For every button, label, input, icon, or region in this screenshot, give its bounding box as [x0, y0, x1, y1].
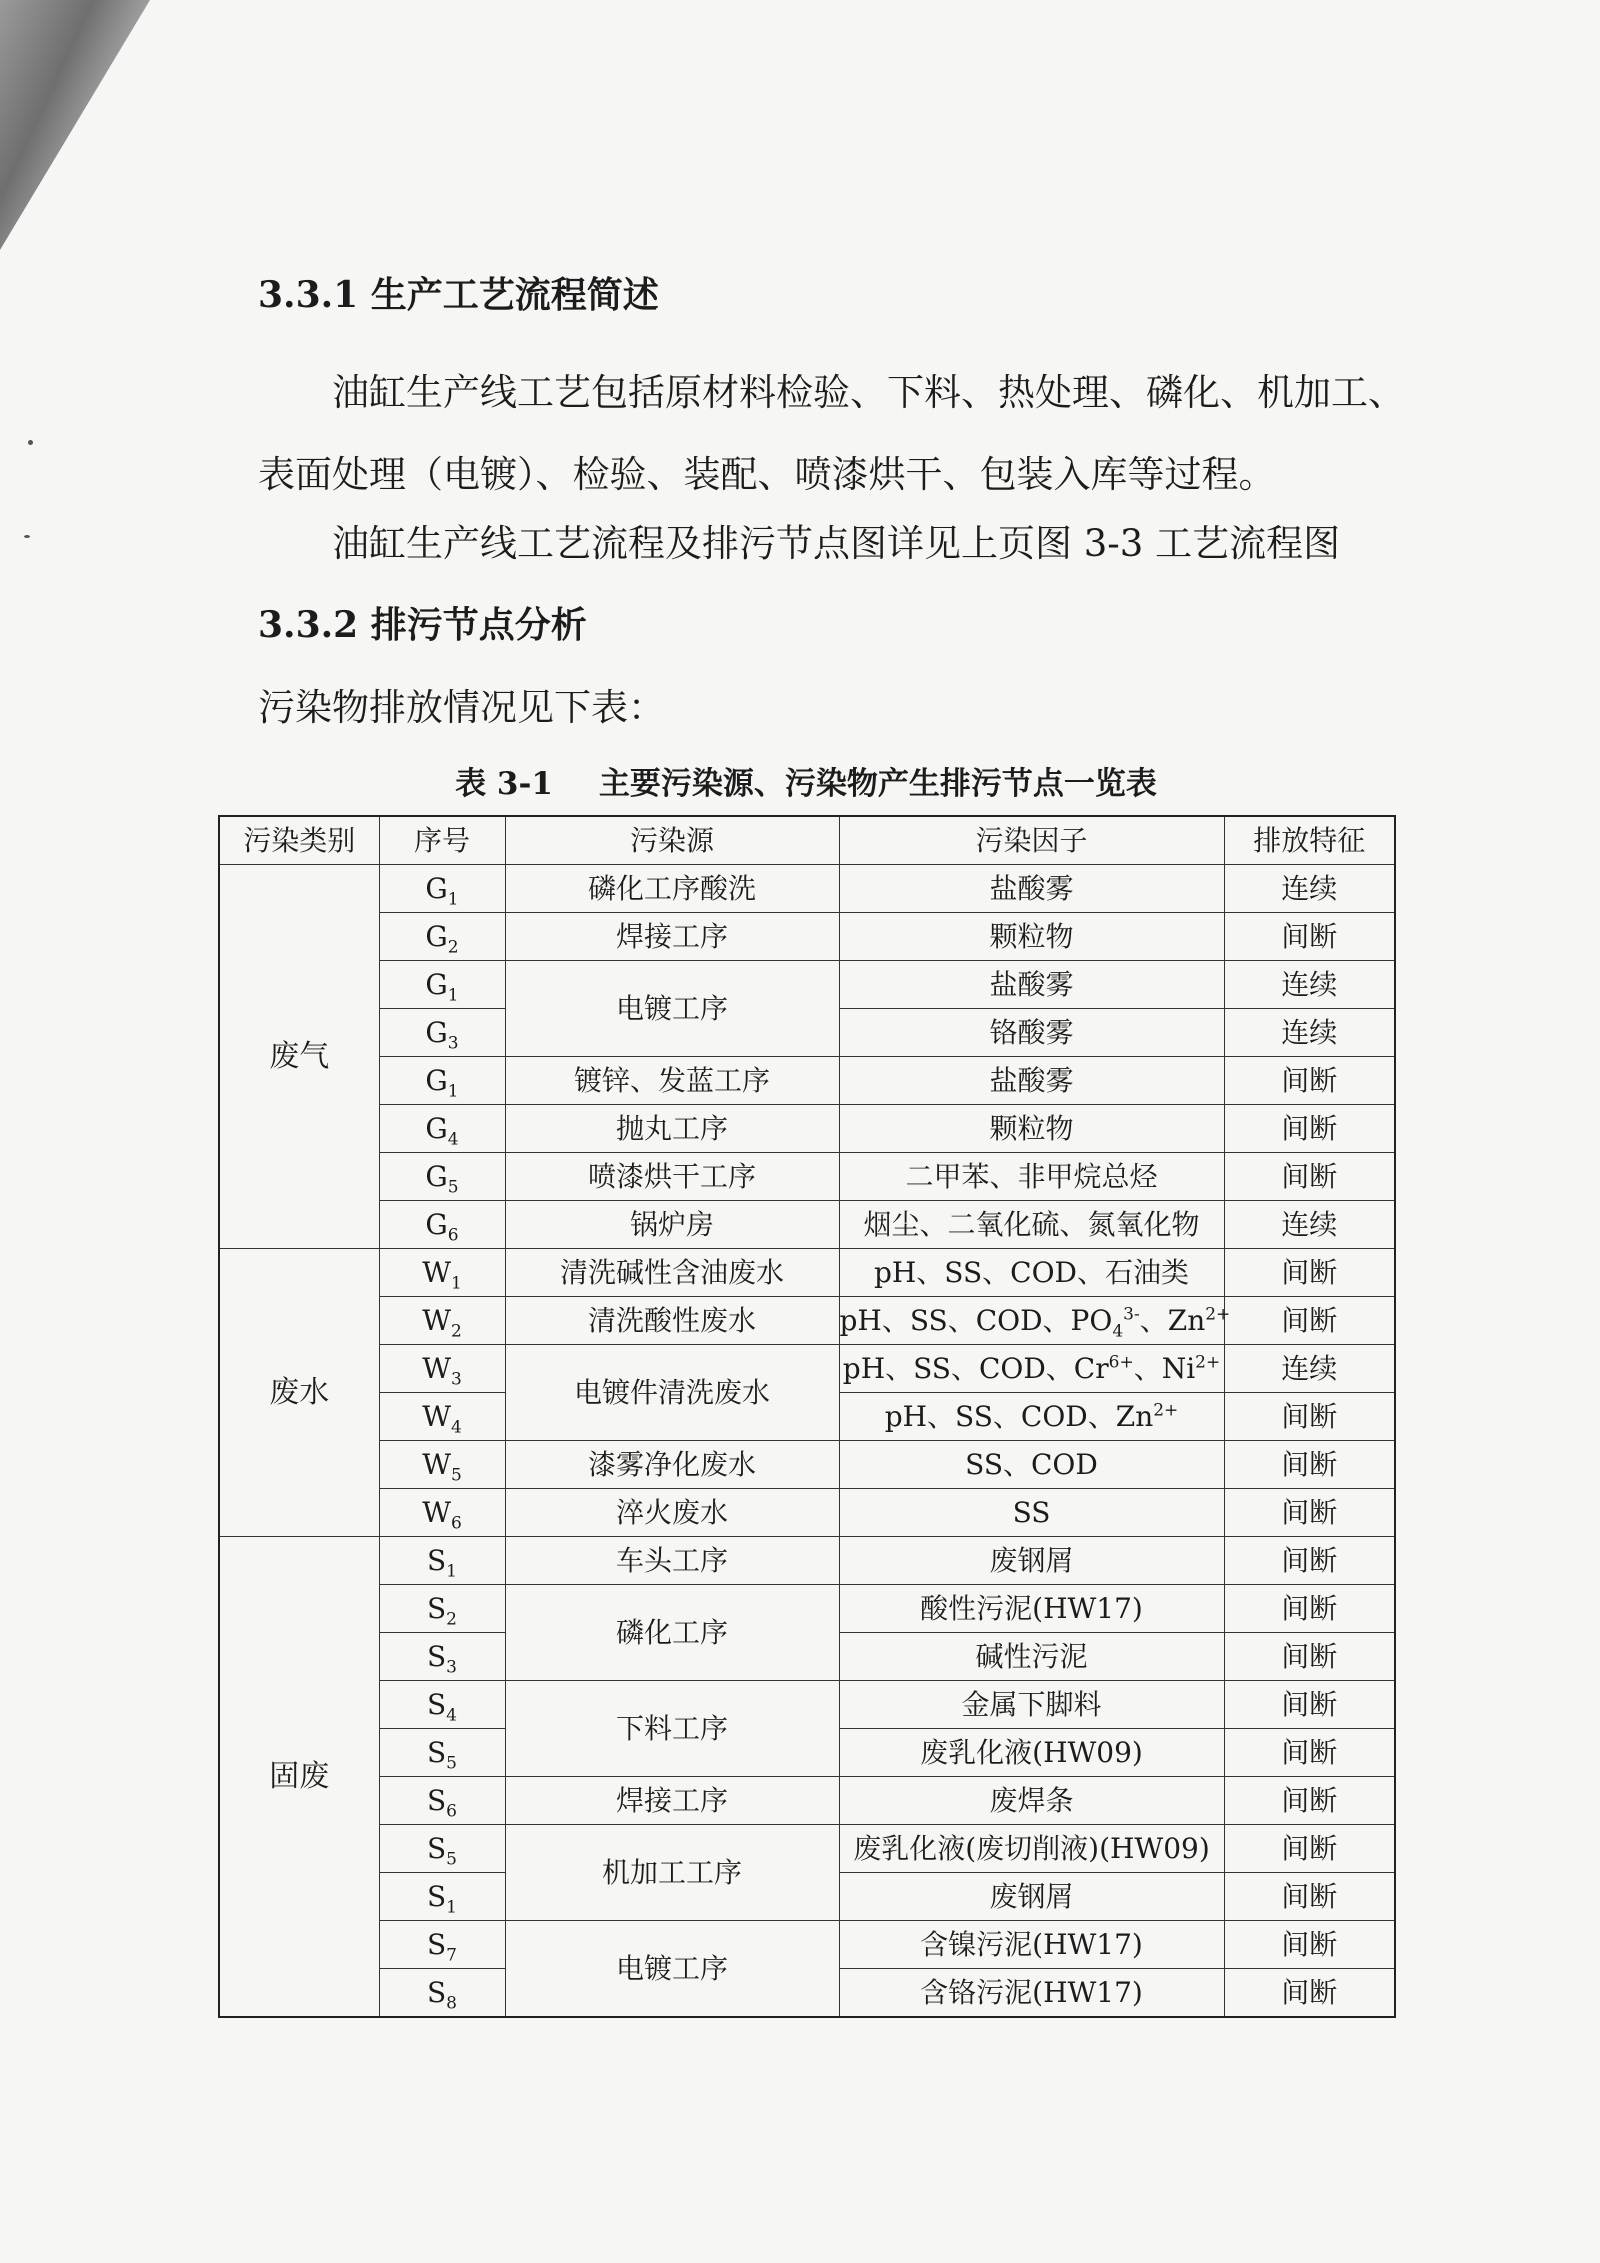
source-cell: 锅炉房 — [505, 1201, 839, 1249]
seq-cell: $S_8$ — [379, 1969, 505, 2018]
seq-cell: $S_7$ — [379, 1921, 505, 1969]
emission-cell: 连续 — [1224, 865, 1395, 913]
seq-cell: $W_1$ — [379, 1249, 505, 1297]
factor-cell: 废焊条 — [839, 1777, 1224, 1825]
seq-cell: $S_4$ — [379, 1681, 505, 1729]
table-row — [219, 1825, 1395, 1873]
factor-cell: 废钢屑 — [839, 1873, 1224, 1921]
seq-cell: $G_6$ — [379, 1201, 505, 1249]
category-waste-gas: 废气 — [219, 865, 379, 1249]
emission-cell: 间断 — [1224, 1921, 1395, 1969]
table-row — [219, 1057, 1395, 1105]
seq-cell: $G_1$ — [379, 1057, 505, 1105]
header-category: 污染类别 — [219, 816, 379, 865]
flowchart-reference: 油缸生产线工艺流程及排污节点图详见上页图 3-3 工艺流程图 — [332, 522, 1341, 565]
source-cell: 磷化工序酸洗 — [505, 865, 839, 913]
table-intro: 污染物排放情况见下表： — [258, 686, 665, 729]
source-cell: 喷漆烘干工序 — [505, 1153, 839, 1201]
table-row — [219, 1777, 1395, 1825]
table-row — [219, 865, 1395, 913]
factor-cell: pH、SS、COD、$PO_4^{3-}$、$Zn^{2+}$ — [839, 1297, 1224, 1345]
factor-cell: pH、SS、COD、石油类 — [839, 1249, 1224, 1297]
seq-cell: $S_3$ — [379, 1633, 505, 1681]
table-row — [219, 1681, 1395, 1729]
table-number: 表 3-1 — [455, 766, 553, 802]
emission-cell: 间断 — [1224, 1297, 1395, 1345]
seq-cell: $S_5$ — [379, 1825, 505, 1873]
factor-cell: 颗粒物 — [839, 1105, 1224, 1153]
source-cell: 电镀工序 — [505, 961, 839, 1057]
page-corner-shadow — [0, 0, 150, 250]
header-emission: 排放特征 — [1224, 816, 1395, 865]
category-solid-waste: 固废 — [219, 1537, 379, 2018]
emission-cell: 连续 — [1224, 961, 1395, 1009]
source-cell: 清洗碱性含油废水 — [505, 1249, 839, 1297]
scan-speck — [24, 535, 30, 538]
emission-cell: 间断 — [1224, 1681, 1395, 1729]
factor-cell: 烟尘、二氧化硫、氮氧化物 — [839, 1201, 1224, 1249]
factor-cell: 含镍污泥(HW17) — [839, 1921, 1224, 1969]
emission-cell: 间断 — [1224, 1105, 1395, 1153]
source-cell: 机加工工序 — [505, 1825, 839, 1921]
table-row — [219, 1921, 1395, 1969]
emission-cell: 连续 — [1224, 1345, 1395, 1393]
factor-cell: 碱性污泥 — [839, 1633, 1224, 1681]
table-row — [219, 1249, 1395, 1297]
factor-cell: 废乳化液(废切削液)(HW09) — [839, 1825, 1224, 1873]
seq-cell: $S_6$ — [379, 1777, 505, 1825]
table-row — [219, 1201, 1395, 1249]
source-cell: 焊接工序 — [505, 913, 839, 961]
factor-cell: 铬酸雾 — [839, 1009, 1224, 1057]
factor-cell: 二甲苯、非甲烷总烃 — [839, 1153, 1224, 1201]
table-row — [219, 1489, 1395, 1537]
emission-cell: 间断 — [1224, 1585, 1395, 1633]
factor-cell: 盐酸雾 — [839, 961, 1224, 1009]
factor-cell: 盐酸雾 — [839, 865, 1224, 913]
table-row — [219, 1345, 1395, 1393]
table-caption — [218, 762, 1394, 806]
source-cell: 磷化工序 — [505, 1585, 839, 1681]
seq-cell: $G_1$ — [379, 865, 505, 913]
seq-cell: $G_5$ — [379, 1153, 505, 1201]
seq-cell: $W_2$ — [379, 1297, 505, 1345]
emission-cell: 间断 — [1224, 1393, 1395, 1441]
source-cell: 清洗酸性废水 — [505, 1297, 839, 1345]
factor-cell: pH、SS、COD、$Zn^{2+}$ — [839, 1393, 1224, 1441]
table-header-row — [219, 816, 1395, 865]
emission-cell: 连续 — [1224, 1009, 1395, 1057]
emission-cell: 间断 — [1224, 1153, 1395, 1201]
factor-cell: 金属下脚料 — [839, 1681, 1224, 1729]
source-cell: 漆雾净化废水 — [505, 1441, 839, 1489]
seq-cell: $W_4$ — [379, 1393, 505, 1441]
table-row — [219, 1105, 1395, 1153]
table-row — [219, 1297, 1395, 1345]
source-cell: 抛丸工序 — [505, 1105, 839, 1153]
source-cell: 淬火废水 — [505, 1489, 839, 1537]
factor-cell: SS、COD — [839, 1441, 1224, 1489]
emission-cell: 间断 — [1224, 1777, 1395, 1825]
seq-cell: $G_1$ — [379, 961, 505, 1009]
emission-cell: 间断 — [1224, 1873, 1395, 1921]
emission-cell: 间断 — [1224, 1729, 1395, 1777]
seq-cell: $S_5$ — [379, 1729, 505, 1777]
emission-cell: 连续 — [1224, 1201, 1395, 1249]
seq-cell: $S_1$ — [379, 1873, 505, 1921]
table-row — [219, 1441, 1395, 1489]
seq-cell: $W_5$ — [379, 1441, 505, 1489]
header-seq: 序号 — [379, 816, 505, 865]
factor-cell: pH、SS、COD、$Cr^{6+}$、$Ni^{2+}$ — [839, 1345, 1224, 1393]
table-row — [219, 1585, 1395, 1633]
category-waste-water: 废水 — [219, 1249, 379, 1537]
section-heading-3-3-2: 3.3.2 排污节点分析 — [258, 604, 587, 646]
scan-speck — [28, 440, 33, 445]
section-heading-3-3-1: 3.3.1 生产工艺流程简述 — [258, 274, 659, 316]
header-factor: 污染因子 — [839, 816, 1224, 865]
source-cell: 车头工序 — [505, 1537, 839, 1585]
emission-cell: 间断 — [1224, 1633, 1395, 1681]
process-description: 油缸生产线工艺包括原材料检验、下料、热处理、磷化、机加工、表面处理（电镀）、检验、装配、喷漆烘干、包装入库等过程。 — [258, 371, 1405, 496]
source-cell: 下料工序 — [505, 1681, 839, 1777]
emission-cell: 间断 — [1224, 1969, 1395, 2018]
source-cell: 焊接工序 — [505, 1777, 839, 1825]
source-cell: 电镀工序 — [505, 1921, 839, 2018]
emission-cell: 间断 — [1224, 1537, 1395, 1585]
table-row — [219, 1153, 1395, 1201]
source-cell: 电镀件清洗废水 — [505, 1345, 839, 1441]
factor-cell: 酸性污泥(HW17) — [839, 1585, 1224, 1633]
seq-cell: $G_3$ — [379, 1009, 505, 1057]
factor-cell: 含铬污泥(HW17) — [839, 1969, 1224, 2018]
seq-cell: $S_2$ — [379, 1585, 505, 1633]
table-title: 主要污染源、污染物产生排污节点一览表 — [598, 766, 1157, 802]
factor-cell: 废乳化液(HW09) — [839, 1729, 1224, 1777]
factor-cell: 颗粒物 — [839, 913, 1224, 961]
emission-cell: 间断 — [1224, 913, 1395, 961]
seq-cell: $G_4$ — [379, 1105, 505, 1153]
emission-cell: 间断 — [1224, 1441, 1395, 1489]
factor-cell: SS — [839, 1489, 1224, 1537]
header-source: 污染源 — [505, 816, 839, 865]
seq-cell: $G_2$ — [379, 913, 505, 961]
emission-cell: 间断 — [1224, 1825, 1395, 1873]
emission-cell: 间断 — [1224, 1489, 1395, 1537]
emission-cell: 间断 — [1224, 1057, 1395, 1105]
table-row — [219, 961, 1395, 1009]
factor-cell: 盐酸雾 — [839, 1057, 1224, 1105]
seq-cell: $S_1$ — [379, 1537, 505, 1585]
table-row — [219, 1537, 1395, 1585]
pollution-source-table — [218, 815, 1396, 2018]
emission-cell: 间断 — [1224, 1249, 1395, 1297]
seq-cell: $W_3$ — [379, 1345, 505, 1393]
source-cell: 镀锌、发蓝工序 — [505, 1057, 839, 1105]
table-row — [219, 913, 1395, 961]
factor-cell: 废钢屑 — [839, 1537, 1224, 1585]
seq-cell: $W_6$ — [379, 1489, 505, 1537]
